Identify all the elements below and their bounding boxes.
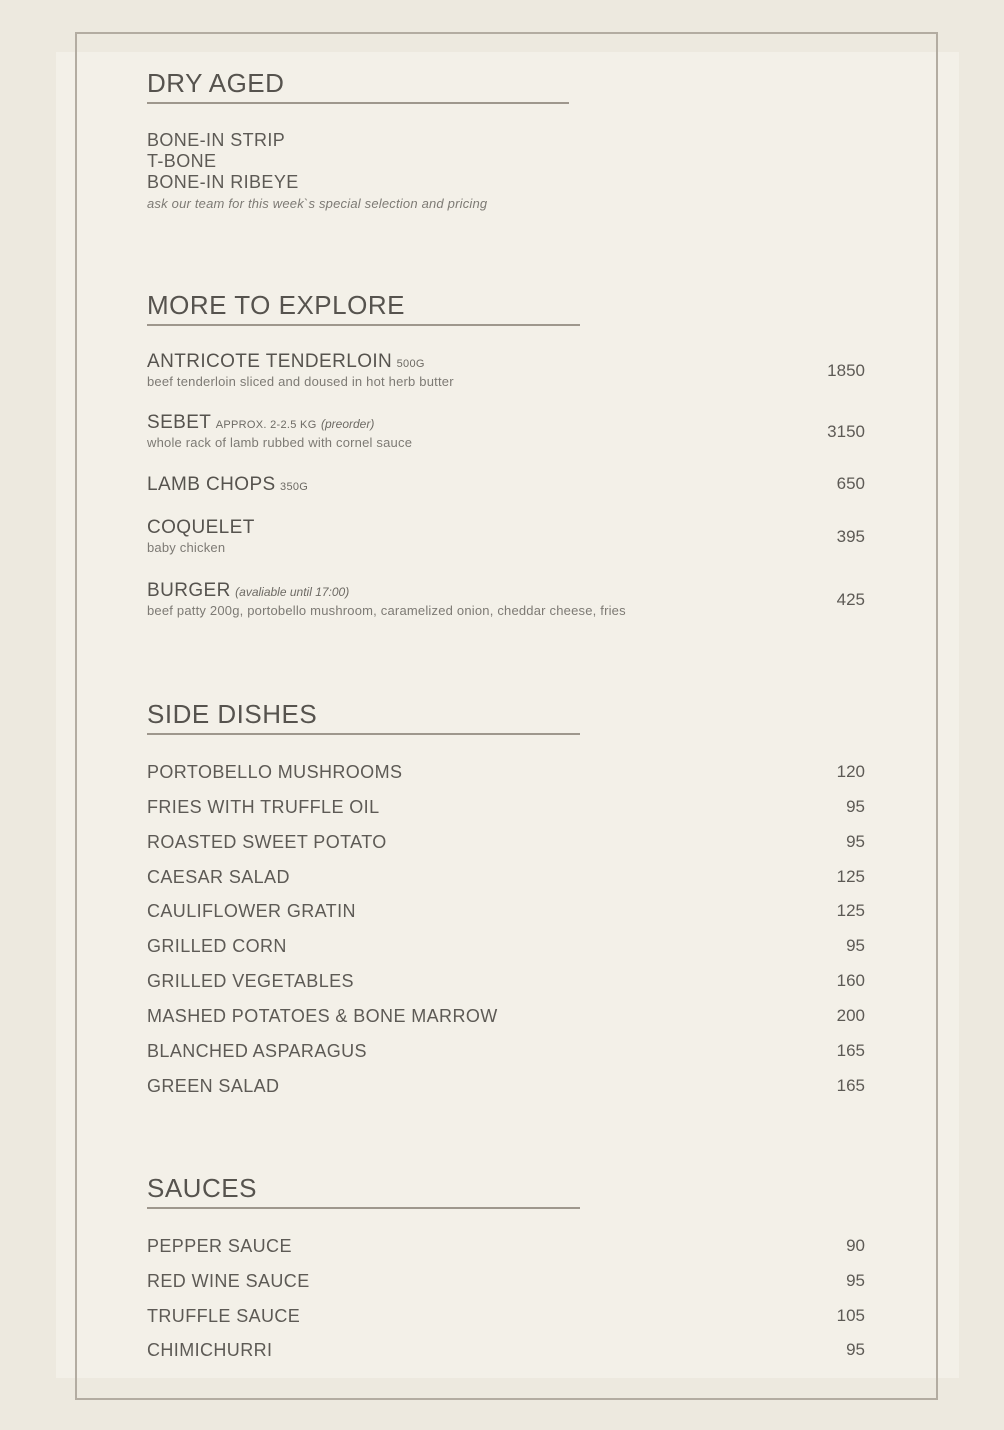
section-divider — [147, 1207, 580, 1209]
dish-name: ANTRICOTE TENDERLOIN — [147, 351, 393, 372]
dish-description: beef patty 200g, portobello mushroom, caramelized onion, cheddar cheese, fries — [147, 603, 626, 618]
dish-name: PORTOBELLO MUSHROOMS — [147, 762, 403, 782]
menu-item — [147, 795, 865, 819]
sauce-name: RED WINE SAUCE — [147, 1271, 310, 1291]
dish-tag: (preorder) — [321, 417, 375, 431]
menu-item — [147, 412, 865, 452]
dish-tag: (avaliable until 17:00) — [235, 585, 350, 599]
menu-item — [147, 474, 865, 496]
menu-item — [147, 517, 865, 557]
dish-price: 165 — [836, 1076, 865, 1095]
dish-description: baby chicken — [147, 540, 226, 555]
dish-price: 165 — [836, 1041, 865, 1060]
section-divider — [147, 324, 580, 326]
menu-item — [147, 1004, 865, 1028]
dish-name: SEBET — [147, 412, 212, 433]
menu-item — [147, 1234, 865, 1258]
dish-price: 95 — [846, 936, 865, 955]
dish-description: beef tenderloin sliced and doused in hot herb butter — [147, 374, 454, 389]
dish-price: 650 — [836, 474, 865, 493]
dish-name: GRILLED VEGETABLES — [147, 971, 354, 991]
dish-name: GREEN SALAD — [147, 1076, 280, 1096]
dish-name: CAESAR SALAD — [147, 867, 290, 887]
dish-price: 125 — [836, 867, 865, 886]
dish-price: 1850 — [827, 361, 865, 380]
sauce-name: PEPPER SAUCE — [147, 1236, 292, 1256]
section-more-to-explore — [147, 290, 865, 630]
section-title: SAUCES — [147, 1173, 257, 1203]
dish-price: 200 — [836, 1006, 865, 1025]
dish-name: ROASTED SWEET POTATO — [147, 832, 387, 852]
menu-item — [147, 899, 865, 923]
menu-item — [147, 865, 865, 889]
sauce-price: 95 — [846, 1340, 865, 1359]
sauce-name: TRUFFLE SAUCE — [147, 1306, 301, 1326]
section-side-dishes — [147, 699, 865, 1099]
sauce-price: 105 — [836, 1306, 865, 1325]
sauce-price: 90 — [846, 1236, 865, 1255]
dish-name: LAMB CHOPS — [147, 474, 276, 495]
section-dry-aged — [147, 68, 865, 211]
dish-name: FRIES WITH TRUFFLE OIL — [147, 797, 380, 817]
menu-item — [147, 351, 865, 391]
dish-price: 95 — [846, 832, 865, 851]
sauce-name: CHIMICHURRI — [147, 1340, 273, 1360]
menu-item — [147, 1304, 865, 1328]
section-divider — [147, 102, 569, 104]
menu-item — [147, 830, 865, 854]
dish-weight: APPROX. 2-2.5 KG — [215, 419, 317, 431]
menu-item — [147, 969, 865, 993]
menu-item — [147, 1269, 865, 1293]
section-title: DRY AGED — [147, 68, 285, 98]
dish-price: 125 — [836, 901, 865, 920]
dish-description: whole rack of lamb rubbed with cornel sauce — [147, 435, 413, 450]
dish-name: GRILLED CORN — [147, 936, 287, 956]
dish-name: CAULIFLOWER GRATIN — [147, 901, 356, 921]
dish-price: 160 — [836, 971, 865, 990]
dish-price: 395 — [836, 527, 865, 546]
menu-item: BONE-IN RIBEYE — [147, 172, 299, 192]
menu-item — [147, 1338, 865, 1362]
dish-price: 120 — [836, 762, 865, 781]
menu-item: T-BONE — [147, 151, 217, 171]
menu-item — [147, 760, 865, 784]
dish-name: COQUELET — [147, 517, 255, 538]
menu-item: BONE-IN STRIP — [147, 130, 286, 150]
menu-item — [147, 1039, 865, 1063]
dish-weight: 350G — [280, 481, 309, 493]
menu-item — [147, 1074, 865, 1098]
section-divider — [147, 733, 580, 735]
section-title: MORE TO EXPLORE — [147, 290, 405, 320]
menu-note: ask our team for this week`s special selection and pricing — [147, 196, 488, 211]
sauce-price: 95 — [846, 1271, 865, 1290]
section-title: SIDE DISHES — [147, 699, 318, 729]
dish-name: MASHED POTATOES & BONE MARROW — [147, 1006, 498, 1026]
dish-name: BURGER — [147, 580, 231, 601]
section-sauces — [147, 1173, 865, 1373]
menu-item — [147, 934, 865, 958]
dish-price: 3150 — [827, 422, 865, 441]
dish-price: 425 — [836, 590, 865, 609]
dish-name: BLANCHED ASPARAGUS — [147, 1041, 367, 1061]
dish-weight: 500G — [396, 358, 425, 370]
dish-price: 95 — [846, 797, 865, 816]
menu-item — [147, 580, 865, 620]
